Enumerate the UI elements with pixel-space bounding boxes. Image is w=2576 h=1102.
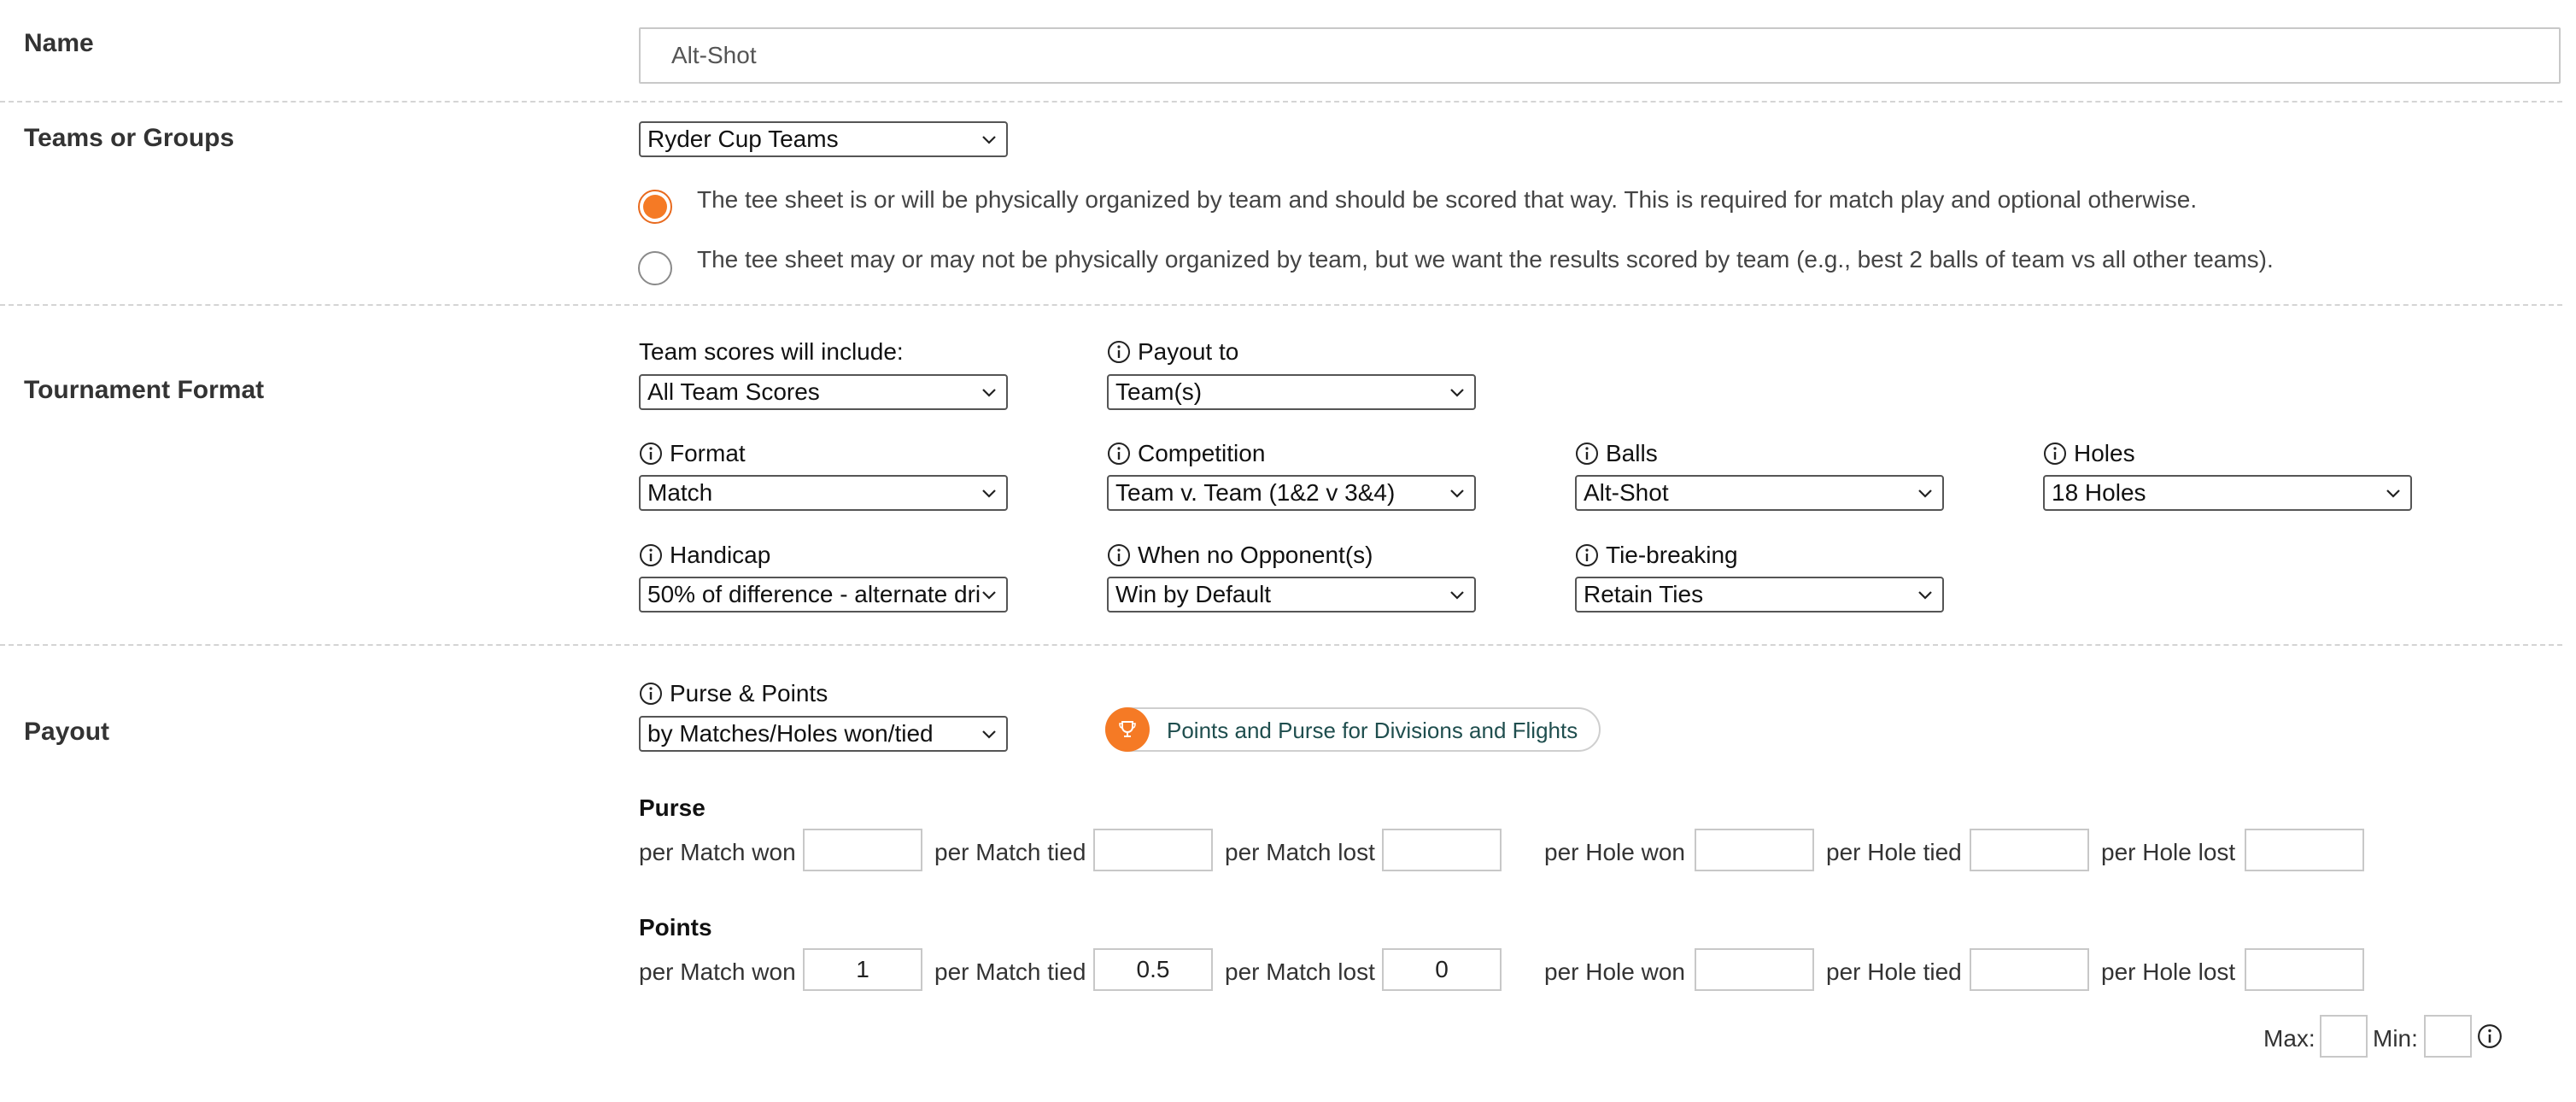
info-icon[interactable] [1575, 543, 1599, 567]
purse-points-value: by Matches/Holes won/tied [647, 720, 934, 747]
points-match-lost-label: per Match lost [1225, 958, 1375, 985]
divider-2 [0, 304, 2562, 306]
team-scores-label [639, 338, 904, 366]
chevron-down-icon [1917, 587, 1934, 604]
tie-breaking-label-text: Tie-breaking [1606, 542, 1738, 568]
points-match-tied-input[interactable] [1093, 948, 1213, 991]
format-label [639, 440, 746, 467]
competition-value: Team v. Team (1&2 v 3&4) [1115, 479, 1396, 506]
purse-match-lost-input[interactable] [1382, 829, 1502, 871]
no-opponent-label-text: When no Opponent(s) [1138, 542, 1373, 568]
purse-match-tied-input[interactable] [1093, 829, 1213, 871]
team-results-label: The tee sheet may or may not be physically organized by team, but we want the results scored by team (e.g., best 2 balls of team vs all other teams). [697, 246, 2274, 273]
tie-breaking-select[interactable] [1575, 577, 1944, 613]
tie-breaking-label [1575, 542, 1738, 569]
handicap-select[interactable] [639, 577, 1008, 613]
purse-points-label [639, 680, 828, 707]
holes-select[interactable] [2043, 475, 2412, 511]
points-match-lost-input[interactable] [1382, 948, 1502, 991]
points-match-won-input[interactable] [803, 948, 922, 991]
payout-to-label [1107, 338, 1238, 366]
purse-match-won-label: per Match won [639, 839, 796, 865]
team-scores-select[interactable] [639, 374, 1008, 410]
balls-value: Alt-Shot [1584, 479, 1669, 506]
purse-hole-won-input[interactable] [1695, 829, 1814, 871]
competition-label [1107, 440, 1265, 467]
purse-points-select[interactable] [639, 716, 1008, 752]
purse-hole-lost-input[interactable] [2245, 829, 2364, 871]
divider-3 [0, 644, 2562, 646]
points-hole-lost-input[interactable] [2245, 948, 2364, 991]
purse-match-tied-label: per Match tied [934, 839, 1086, 865]
info-icon[interactable] [639, 442, 663, 466]
format-value: Match [647, 479, 713, 506]
no-opponent-label [1107, 542, 1373, 569]
info-icon[interactable] [639, 682, 663, 706]
points-hole-tied-input[interactable] [1970, 948, 2089, 991]
handicap-label-text: Handicap [670, 542, 771, 568]
points-hole-won-label: per Hole won [1544, 958, 1685, 985]
team-physical-label: The tee sheet is or will be physically organized by team and should be scored that way. This is required for match play and optional otherwise. [697, 186, 2198, 213]
info-icon[interactable] [1107, 340, 1131, 364]
chevron-down-icon [1449, 587, 1466, 604]
teams-select[interactable] [639, 121, 1008, 157]
balls-label [1575, 440, 1658, 467]
points-hole-tied-label: per Hole tied [1826, 958, 1962, 985]
purse-points-label-text: Purse & Points [670, 680, 828, 706]
name-input[interactable] [639, 27, 2561, 84]
competition-label-text: Competition [1138, 440, 1266, 466]
format-section-label: Tournament Format [24, 376, 265, 404]
divisions-flights-label: Points and Purse for Divisions and Flights [1167, 718, 1578, 743]
chevron-down-icon [981, 384, 998, 402]
purse-hole-tied-label: per Hole tied [1826, 839, 1962, 865]
chevron-down-icon [981, 132, 998, 149]
teams-select-value: Ryder Cup Teams [647, 126, 839, 152]
info-icon[interactable] [2477, 1023, 2503, 1049]
purse-heading: Purse [639, 794, 705, 821]
min-label: Min: [2373, 1025, 2418, 1052]
tie-breaking-value: Retain Ties [1584, 581, 1704, 607]
trophy-icon [1105, 707, 1150, 752]
balls-label-text: Balls [1606, 440, 1658, 466]
max-label: Max: [2263, 1025, 2315, 1052]
points-match-tied-label: per Match tied [934, 958, 1086, 985]
handicap-label [639, 542, 770, 569]
no-opponent-value: Win by Default [1115, 581, 1272, 607]
name-section-label: Name [24, 29, 94, 57]
holes-label [2043, 440, 2135, 467]
points-heading: Points [639, 914, 712, 941]
purse-match-won-input[interactable] [803, 829, 922, 871]
points-hole-lost-label: per Hole lost [2101, 958, 2236, 985]
team-results-radio[interactable] [638, 251, 672, 285]
payout-to-value: Team(s) [1115, 378, 1203, 405]
purse-hole-tied-input[interactable] [1970, 829, 2089, 871]
purse-hole-won-label: per Hole won [1544, 839, 1685, 865]
divisions-flights-button[interactable] [1105, 707, 1601, 752]
chevron-down-icon [1449, 384, 1466, 402]
competition-select[interactable] [1107, 475, 1476, 511]
payout-to-label-text: Payout to [1138, 338, 1239, 365]
info-icon[interactable] [2043, 442, 2067, 466]
team-scores-value: All Team Scores [647, 378, 820, 405]
payout-to-select[interactable] [1107, 374, 1476, 410]
chevron-down-icon [1917, 485, 1934, 502]
teams-section-label: Teams or Groups [24, 124, 235, 152]
handicap-value: 50% of difference - alternate dri [647, 581, 981, 607]
balls-select[interactable] [1575, 475, 1944, 511]
info-icon[interactable] [639, 543, 663, 567]
max-input[interactable] [2320, 1015, 2368, 1058]
info-icon[interactable] [1107, 543, 1131, 567]
purse-match-lost-label: per Match lost [1225, 839, 1375, 865]
chevron-down-icon [981, 726, 998, 743]
points-match-won-label: per Match won [639, 958, 796, 985]
format-select[interactable] [639, 475, 1008, 511]
format-label-text: Format [670, 440, 746, 466]
chevron-down-icon [981, 485, 998, 502]
info-icon[interactable] [1107, 442, 1131, 466]
team-physical-radio[interactable] [638, 190, 672, 224]
points-hole-won-input[interactable] [1695, 948, 1814, 991]
divider-1 [0, 101, 2562, 103]
team-scores-label-text: Team scores will include: [639, 338, 904, 365]
holes-label-text: Holes [2074, 440, 2135, 466]
no-opponent-select[interactable] [1107, 577, 1476, 613]
chevron-down-icon [981, 587, 998, 604]
payout-section-label: Payout [24, 718, 110, 746]
min-input[interactable] [2424, 1015, 2472, 1058]
chevron-down-icon [2385, 485, 2402, 502]
info-icon[interactable] [1575, 442, 1599, 466]
chevron-down-icon [1449, 485, 1466, 502]
holes-value: 18 Holes [2052, 479, 2146, 506]
purse-hole-lost-label: per Hole lost [2101, 839, 2236, 865]
